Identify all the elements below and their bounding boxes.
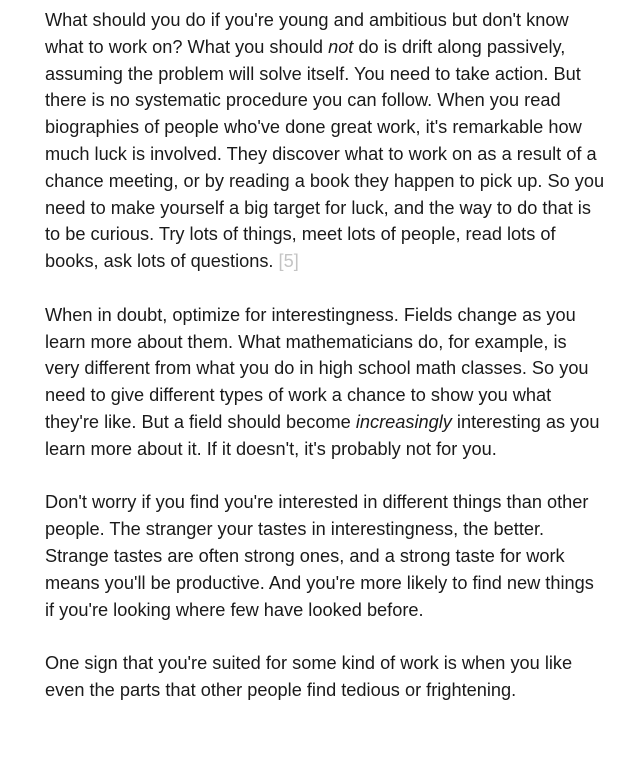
paragraph-text: interesting as you learn more about it. If it doesn't, it's probably not for you.	[45, 411, 600, 459]
paragraph	[45, 650, 605, 704]
paragraph-text: One sign that you're suited for some kind of work is when you like even the parts that other people find tedious or frightening.	[45, 653, 573, 700]
emphasis-text: not	[328, 36, 354, 57]
emphasis-text: increasingly	[355, 411, 452, 432]
paragraph	[45, 302, 605, 463]
paragraph-text: Don't worry if you find you're interested in different things than other people. The stranger your tastes in interestingness, the better. Strange tastes are often strong ones, and a strong taste for work means you'll be productive. And you're more likely to find new things if you're looking where few have looked before.	[45, 492, 594, 620]
essay-body	[45, 7, 605, 731]
footnote-link[interactable]: [5]	[278, 251, 299, 272]
paragraph-text: What should you do if you're young and ambitious but don't know what to work on? What you should	[45, 10, 569, 57]
paragraph-text: When in doubt, optimize for interestingness. Fields change as you learn more about them. What mathematicians do, for example, is very different from what you do in high school math classes. So you need to give different types of work a chance to show you what they're like. But a field should become	[45, 304, 589, 432]
paragraph-text: do is drift along passively, assuming the problem will solve itself. You need to take action. But there is no systematic procedure you can follow. When you read biographies of people who've done great work, it's remarkable how much luck is involved. They discover what to work on as a result of a chance meeting, or by reading a book they happen to pick up. So you need to make yourself a big target for luck, and the way to do that is to be curious. Try lots of things, meet lots of people, read lots of books, ask lots of questions.	[45, 36, 605, 272]
paragraph	[45, 489, 605, 623]
paragraph	[45, 7, 605, 275]
